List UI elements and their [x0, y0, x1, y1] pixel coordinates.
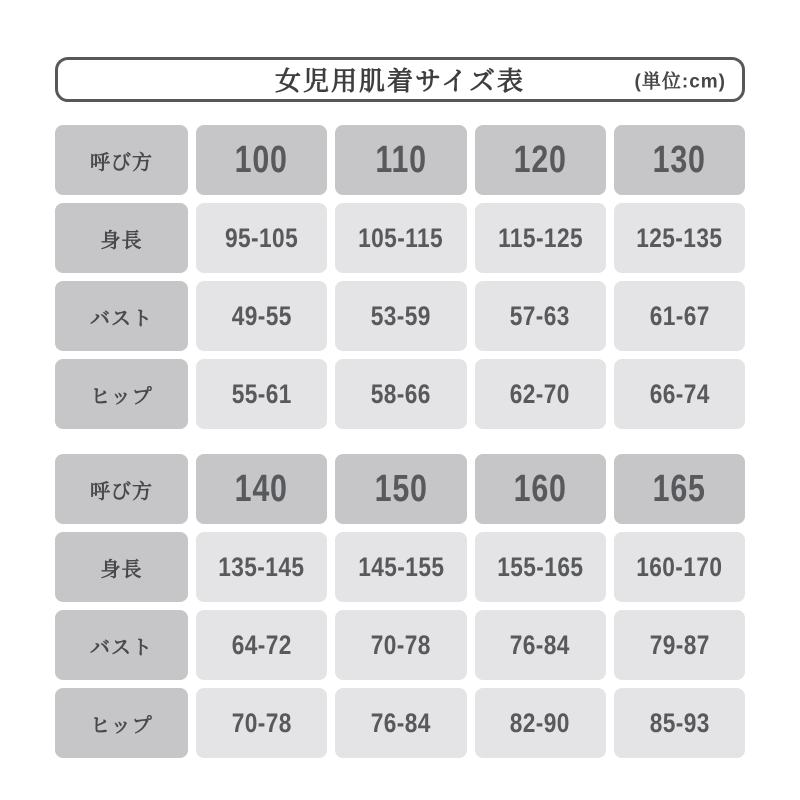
- cell-text: 58-66: [370, 378, 431, 409]
- cell-text: 145-155: [357, 551, 444, 582]
- size-value-cell: [196, 125, 327, 195]
- cell-text: 115-125: [497, 222, 583, 253]
- cell-text: 70-78: [370, 629, 431, 660]
- cell-text: 160: [513, 467, 567, 510]
- row-label-cell: [55, 359, 188, 429]
- range-value-cell: [614, 203, 745, 273]
- range-value-cell: [196, 610, 327, 680]
- cell-text: 76-84: [510, 629, 571, 660]
- cell-text: 95-105: [225, 222, 299, 253]
- range-value-cell: [196, 532, 327, 602]
- unit-label: (単位:cm): [634, 71, 726, 92]
- range-value-cell: [196, 203, 327, 273]
- cell-text: 66-74: [649, 378, 710, 409]
- cell-text: 140: [235, 467, 289, 510]
- cell-text: 身長: [100, 558, 143, 581]
- range-value-cell: [335, 532, 466, 602]
- range-value-cell: [335, 688, 466, 758]
- cell-text: バスト: [90, 307, 153, 330]
- page-title: 女児用肌着サイズ表: [275, 66, 525, 96]
- cell-text: 身長: [100, 229, 143, 252]
- range-value-cell: [475, 203, 606, 273]
- cell-text: 49-55: [231, 300, 292, 331]
- range-value-cell: [335, 359, 466, 429]
- size-table-small-sizes: [55, 125, 745, 429]
- range-value-cell: [614, 610, 745, 680]
- cell-text: 150: [374, 467, 428, 510]
- cell-text: 105-115: [358, 222, 444, 253]
- cell-text: 130: [652, 138, 706, 181]
- cell-text: 82-90: [510, 707, 571, 738]
- cell-text: 79-87: [649, 629, 710, 660]
- cell-text: 53-59: [370, 300, 431, 331]
- cell-text: バスト: [90, 636, 153, 659]
- cell-text: 呼び方: [90, 151, 153, 174]
- cell-text: 62-70: [510, 378, 571, 409]
- cell-text: 76-84: [370, 707, 431, 738]
- size-value-cell: [196, 454, 327, 524]
- cell-text: 155-165: [497, 551, 584, 582]
- cell-text: 100: [235, 138, 289, 181]
- range-value-cell: [614, 359, 745, 429]
- size-value-cell: [614, 454, 745, 524]
- size-value-cell: [335, 454, 466, 524]
- cell-text: 110: [375, 138, 427, 181]
- row-label-cell: [55, 532, 188, 602]
- size-value-cell: [614, 125, 745, 195]
- range-value-cell: [335, 610, 466, 680]
- cell-text: 120: [513, 138, 567, 181]
- range-value-cell: [196, 359, 327, 429]
- cell-text: 64-72: [231, 629, 292, 660]
- cell-text: 55-61: [231, 378, 292, 409]
- cell-text: ヒップ: [90, 385, 153, 408]
- cell-text: 呼び方: [90, 480, 153, 503]
- range-value-cell: [196, 281, 327, 351]
- range-value-cell: [475, 688, 606, 758]
- cell-text: 165: [652, 467, 706, 510]
- cell-text: ヒップ: [90, 714, 153, 737]
- cell-text: 61-67: [649, 300, 710, 331]
- row-label-cell: [55, 610, 188, 680]
- range-value-cell: [475, 359, 606, 429]
- cell-text: 70-78: [231, 707, 292, 738]
- row-label-cell: [55, 454, 188, 524]
- size-value-cell: [335, 125, 466, 195]
- size-value-cell: [475, 454, 606, 524]
- range-value-cell: [475, 532, 606, 602]
- title-bar: [55, 57, 745, 102]
- row-label-cell: [55, 281, 188, 351]
- cell-text: 57-63: [510, 300, 571, 331]
- row-label-cell: [55, 688, 188, 758]
- range-value-cell: [335, 203, 466, 273]
- range-value-cell: [614, 281, 745, 351]
- size-table-large-sizes: [55, 454, 745, 758]
- cell-text: 125-135: [636, 222, 723, 253]
- range-value-cell: [475, 281, 606, 351]
- range-value-cell: [614, 688, 745, 758]
- size-chart-page: [55, 0, 745, 758]
- cell-text: 160-170: [636, 551, 723, 582]
- range-value-cell: [196, 688, 327, 758]
- range-value-cell: [335, 281, 466, 351]
- size-value-cell: [475, 125, 606, 195]
- range-value-cell: [475, 610, 606, 680]
- cell-text: 135-145: [218, 551, 305, 582]
- range-value-cell: [614, 532, 745, 602]
- cell-text: 85-93: [649, 707, 710, 738]
- row-label-cell: [55, 125, 188, 195]
- row-label-cell: [55, 203, 188, 273]
